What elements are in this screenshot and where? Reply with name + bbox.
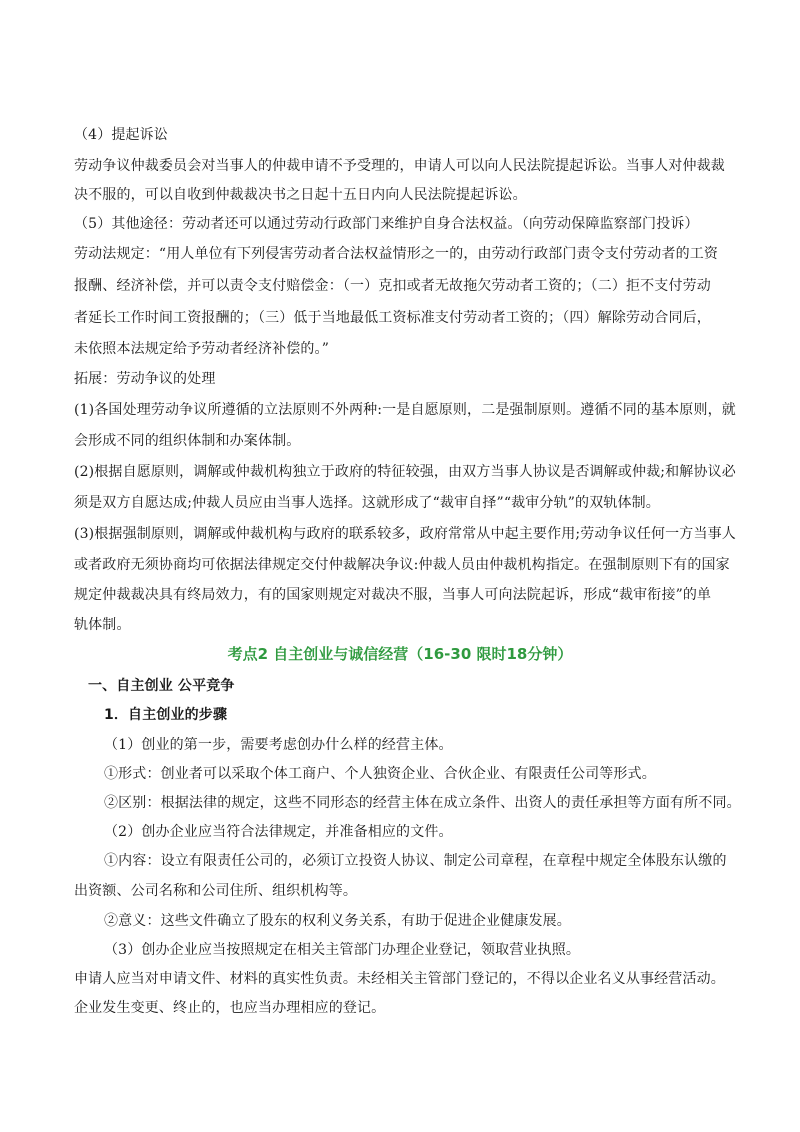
paragraph-line: 轨体制。 <box>74 617 131 633</box>
paragraph-line: 规定仲裁裁决具有终局效力，有的国家则规定对裁决不服，当事人可向法院起诉，形成“裁审衔接”的单 <box>74 587 712 603</box>
paragraph-line: 企业发生变更、终止的，也应当办理相应的登记。 <box>74 1000 386 1016</box>
subheading-1: 一、自主创业 公平竞争 <box>88 678 235 694</box>
paragraph-line: 报酬、经济补偿，并可以责令支付赔偿金：（一）克扣或者无故拖欠劳动者工资的；（二）拒不支付劳动 <box>74 278 711 294</box>
subheading-2: 1．自主创业的步骤 <box>104 707 228 723</box>
paragraph-line: 未依照本法规定给予劳动者经济补偿的。” <box>74 341 330 357</box>
paragraph-line: （2）创办企业应当符合法律规定，并准备相应的文件。 <box>104 824 453 840</box>
paragraph-line: （1）创业的第一步，需要考虑创办什么样的经营主体。 <box>104 737 453 753</box>
paragraph-line: 出资额、公司名称和公司住所、组织机构等。 <box>74 883 357 899</box>
paragraph-line: (3)根据强制原则，调解或仲裁机构与政府的联系较多，政府常常从中起主要作用;劳动争议任何一方当事人 <box>74 526 736 542</box>
paragraph-line: 劳动争议仲裁委员会对当事人的仲裁申请不予受理的，申请人可以向人民法院提起诉讼。当事人对仲裁裁 <box>74 158 725 174</box>
paragraph-line: （3）创办企业应当按照规定在相关主管部门办理企业登记，领取营业执照。 <box>104 942 581 958</box>
paragraph-line: 须是双方自愿达成;仲裁人员应由当事人选择。这就形成了“裁审自择”“裁审分轨”的双轨体制。 <box>74 495 660 511</box>
paragraph-line: （4）提起诉讼 <box>74 127 168 143</box>
paragraph-line: 申请人应当对申请文件、材料的真实性负责。未经相关主管部门登记的，不得以企业名义从事经营活动。 <box>74 971 725 987</box>
paragraph-line: (1)各国处理劳动争议所遵循的立法原则不外两种:一是自愿原则，二是强制原则。遵循不同的基本原则，就 <box>74 402 736 418</box>
paragraph-line: ②区别：根据法律的规定，这些不同形态的经营主体在成立条件、出资人的责任承担等方面有所不同。 <box>104 795 741 811</box>
paragraph-line: (2)根据自愿原则，调解或仲裁机构独立于政府的特征较强，由双方当事人协议是否调解或仲裁;和解协议必 <box>74 464 736 480</box>
paragraph-line: 者延长工作时间工资报酬的；（三）低于当地最低工资标准支付劳动者工资的；（四）解除劳动合同后， <box>74 310 711 326</box>
paragraph-line: 拓展：劳动争议的处理 <box>74 371 216 387</box>
paragraph-line: （5）其他途径：劳动者还可以通过劳动行政部门来维护自身合法权益。（向劳动保障监察部门投诉） <box>74 216 699 232</box>
paragraph-line: ①内容：设立有限责任公司的，必须订立投资人协议、制定公司章程，在章程中规定全体股东认缴的 <box>104 853 727 869</box>
section-heading: 考点2 自主创业与诚信经营（16-30 限时18分钟） <box>227 645 573 663</box>
paragraph-line: 劳动法规定：“用人单位有下列侵害劳动者合法权益情形之一的，由劳动行政部门责令支付劳动者的工资 <box>74 246 719 262</box>
paragraph-line: ②意义：这些文件确立了股东的权利义务关系，有助于促进企业健康发展。 <box>104 913 571 929</box>
paragraph-line: 会形成不同的组织体制和办案体制。 <box>74 433 301 449</box>
paragraph-line: ①形式：创业者可以采取个体工商户、个人独资企业、合伙企业、有限责任公司等形式。 <box>104 766 656 782</box>
paragraph-line: 或者政府无须协商均可依据法律规定交付仲裁解决争议:仲裁人员由仲裁机构指定。在强制原则下有的国家 <box>74 557 730 573</box>
paragraph-line: 决不服的，可以自收到仲裁裁决书之日起十五日内向人民法院提起诉讼。 <box>74 187 527 203</box>
